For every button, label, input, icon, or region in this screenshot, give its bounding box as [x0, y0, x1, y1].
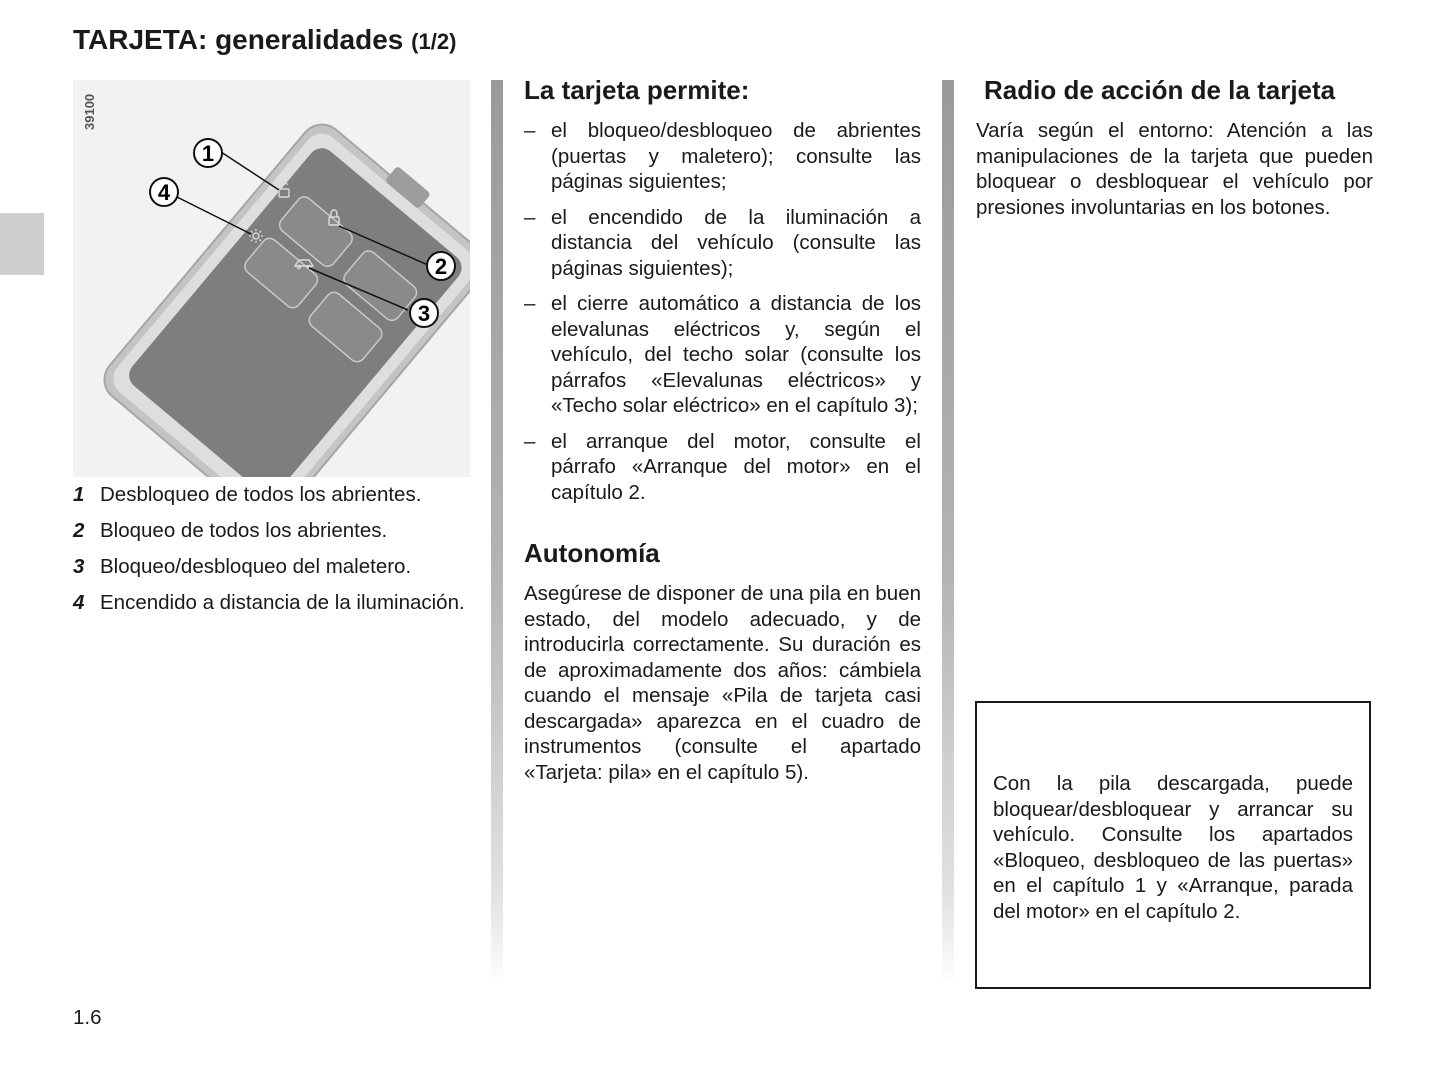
legend-number: 3 [73, 555, 85, 578]
callout-3 [410, 299, 438, 327]
legend-item [73, 554, 473, 580]
chapter-tab [0, 213, 44, 275]
leader-line-1 [221, 152, 279, 190]
legend-number: 4 [73, 591, 85, 614]
right-column [976, 72, 1373, 220]
battery-note-box [975, 701, 1371, 989]
middle-column [524, 72, 921, 785]
legend-text: Bloqueo/desbloqueo del maletero. [100, 555, 412, 578]
legend-text: Encendido a distancia de la iluminación. [100, 591, 465, 614]
legend-item [73, 590, 473, 616]
key-card-illustration [73, 80, 470, 477]
legend-number: 2 [73, 519, 85, 542]
card-functions-list [524, 118, 921, 505]
legend-text: Desbloqueo de todos los abrientes. [100, 483, 422, 506]
list-item: – el arranque del motor, consulte el párrafo «Arranque del motor» en el capítulo 2. [524, 429, 921, 506]
list-item: – el cierre automático a distancia de los elevalunas eléctricos y, según el vehículo, del techo solar (consulte los párrafos «Elevalunas eléctricos» y «Techo solar eléctrico» en el capítulo 3); [524, 291, 921, 419]
callout-2-label: 2 [434, 254, 448, 279]
section-heading-card-functions: La tarjeta permite: [524, 75, 750, 105]
key-card-figure [73, 80, 470, 477]
section-heading-autonomy: Autonomía [524, 538, 660, 568]
page-number: 1.6 [73, 1006, 102, 1029]
battery-note-text: Con la pila descargada, puede bloquear/desbloquear y arrancar su vehículo. Consulte los apartados «Bloqueo, desbloqueo de las puertas» en el capítulo 1 y «Arranque, parada del motor» en el capítulo 2. [993, 772, 1353, 923]
page-title [73, 24, 456, 56]
page-title-text: TARJETA: generalidades [73, 24, 404, 55]
column-divider [942, 80, 954, 985]
legend-item [73, 518, 473, 544]
range-paragraph: Varía según el entorno: Atención a las manipulaciones de la tarjeta que pueden bloquear o desbloquear el vehículo por presiones involuntarias en los botones. [976, 119, 1373, 219]
callout-3-label: 3 [417, 301, 431, 326]
list-item: – el bloqueo/desbloqueo de abrientes (puertas y maletero); consulte las páginas siguientes; [524, 118, 921, 195]
figure-legend [73, 482, 473, 626]
page-title-part: (1/2) [411, 29, 457, 54]
legend-item [73, 482, 473, 508]
callout-1-label: 1 [201, 141, 215, 166]
legend-text: Bloqueo de todos los abrientes. [100, 519, 388, 542]
section-heading-range: Radio de acción de la tarjeta [984, 75, 1336, 105]
callout-1 [194, 139, 222, 167]
callout-4-label: 4 [157, 180, 171, 205]
card-body [96, 106, 470, 477]
column-divider [491, 80, 503, 985]
callout-4 [150, 178, 178, 206]
list-item: – el encendido de la iluminación a distancia del vehículo (consulte las páginas siguientes); [524, 205, 921, 282]
autonomy-paragraph: Asegúrese de disponer de una pila en buen estado, del modelo adecuado, y de introducirla correctamente. Su duración es de aproximadamente dos años: cámbiela cuando el mensaje «Pila de tarjeta casi descargada» aparezca en el cuadro de instrumentos (consulte el apartado «Tarjeta: pila» en el capítulo 5). [524, 582, 921, 784]
legend-number: 1 [73, 483, 85, 506]
figure-code: 39100 [82, 93, 97, 130]
callout-2 [427, 252, 455, 280]
